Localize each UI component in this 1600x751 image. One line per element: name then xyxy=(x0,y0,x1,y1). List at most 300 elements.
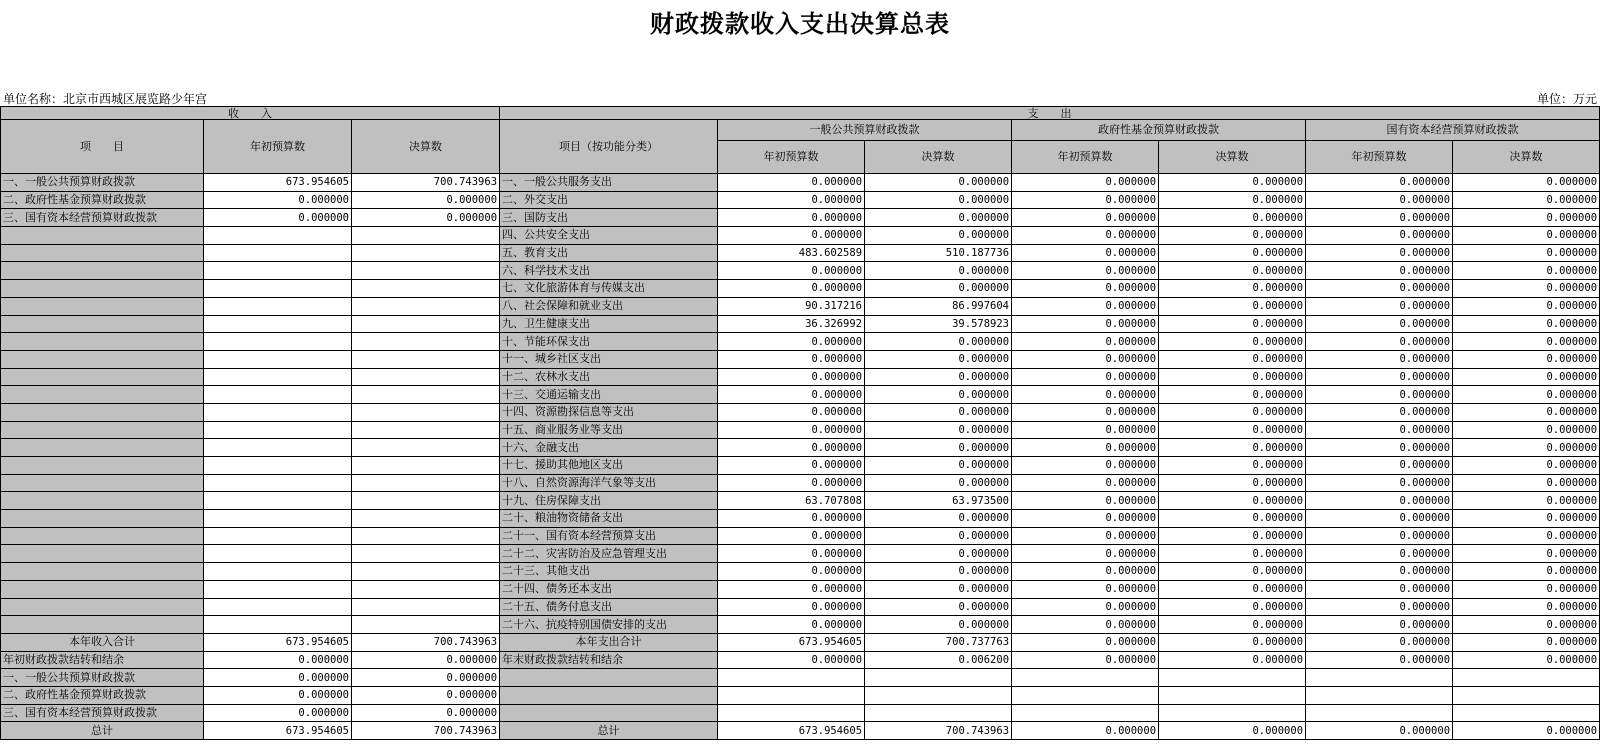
expense-value-cell: 0.000000 xyxy=(718,403,865,421)
expense-value-cell: 0.000000 xyxy=(1306,209,1453,227)
expense-item-cell: 三、国防支出 xyxy=(500,209,718,227)
totals-expense-label: 本年支出合计 xyxy=(500,633,718,651)
totals-expense-value: 0.000000 xyxy=(1159,633,1306,651)
income-final-cell xyxy=(352,510,500,528)
income-final-cell xyxy=(352,280,500,298)
empty-cell xyxy=(1159,686,1306,704)
expense-value-cell: 0.000000 xyxy=(1306,244,1453,262)
expense-value-cell: 0.000000 xyxy=(1159,386,1306,404)
income-item-cell: 三、国有资本经营预算财政拨款 xyxy=(1,209,204,227)
expense-value-cell: 0.000000 xyxy=(1012,580,1159,598)
expense-value-cell: 0.000000 xyxy=(1306,368,1453,386)
grand-income-final: 700.743963 xyxy=(352,722,500,740)
income-final-cell xyxy=(352,598,500,616)
expense-value-cell: 63.973500 xyxy=(865,492,1012,510)
grand-expense-label: 总计 xyxy=(500,722,718,740)
income-final-cell xyxy=(352,403,500,421)
expense-value-cell: 0.000000 xyxy=(1453,209,1600,227)
grand-income-label: 总计 xyxy=(1,722,204,740)
expense-value-cell: 0.000000 xyxy=(1012,439,1159,457)
empty-cell xyxy=(1012,669,1159,687)
income-item-cell xyxy=(1,527,204,545)
header-row-2 xyxy=(1,120,1600,141)
expense-value-cell: 0.000000 xyxy=(865,474,1012,492)
expense-value-cell: 0.000000 xyxy=(865,262,1012,280)
carry-sub-label: 一、一般公共预算财政拨款 xyxy=(1,669,204,687)
income-final-cell xyxy=(352,616,500,634)
income-budget-cell xyxy=(204,563,352,581)
expense-value-cell: 0.000000 xyxy=(865,403,1012,421)
expense-value-cell: 0.000000 xyxy=(1012,174,1159,192)
expense-value-cell: 0.000000 xyxy=(1453,563,1600,581)
table-row xyxy=(1,227,1600,245)
expense-value-cell: 0.000000 xyxy=(1159,439,1306,457)
expense-value-cell: 0.000000 xyxy=(718,616,865,634)
income-budget-cell xyxy=(204,333,352,351)
expense-value-cell: 0.000000 xyxy=(865,386,1012,404)
grand-expense-value: 700.743963 xyxy=(865,722,1012,740)
totals-expense-value: 673.954605 xyxy=(718,633,865,651)
expense-value-cell: 0.000000 xyxy=(1012,421,1159,439)
expense-value-cell: 0.000000 xyxy=(1306,580,1453,598)
income-item-cell xyxy=(1,244,204,262)
table-row xyxy=(1,368,1600,386)
expense-value-cell: 0.000000 xyxy=(1306,510,1453,528)
function-item-header: 项目（按功能分类） xyxy=(500,120,718,174)
empty-cell xyxy=(1159,669,1306,687)
carry-expense-value: 0.006200 xyxy=(865,651,1012,669)
expense-value-cell: 0.000000 xyxy=(865,333,1012,351)
expense-item-cell: 十六、金融支出 xyxy=(500,439,718,457)
expense-value-cell: 0.000000 xyxy=(1306,492,1453,510)
expense-value-cell: 0.000000 xyxy=(718,262,865,280)
carry-sub-label: 二、政府性基金预算财政拨款 xyxy=(1,686,204,704)
expense-value-cell: 63.707808 xyxy=(718,492,865,510)
table-row xyxy=(1,510,1600,528)
income-final-cell xyxy=(352,350,500,368)
expense-item-cell: 十八、自然资源海洋气象等支出 xyxy=(500,474,718,492)
expense-value-cell: 0.000000 xyxy=(1159,333,1306,351)
expense-value-cell: 0.000000 xyxy=(1159,315,1306,333)
header-row-1 xyxy=(1,107,1600,120)
totals-expense-value: 0.000000 xyxy=(1012,633,1159,651)
income-budget-cell xyxy=(204,244,352,262)
carry-expense-label: 年末财政拨款结转和结余 xyxy=(500,651,718,669)
table-row xyxy=(1,403,1600,421)
expense-value-cell: 0.000000 xyxy=(1012,474,1159,492)
income-item-cell xyxy=(1,616,204,634)
expense-value-cell: 0.000000 xyxy=(1453,386,1600,404)
expense-value-cell: 0.000000 xyxy=(1159,492,1306,510)
expense-value-cell: 0.000000 xyxy=(1453,280,1600,298)
income-budget-cell xyxy=(204,510,352,528)
expense-item-cell: 十九、住房保障支出 xyxy=(500,492,718,510)
table-row xyxy=(1,174,1600,192)
expense-value-cell: 0.000000 xyxy=(865,616,1012,634)
expense-value-cell: 0.000000 xyxy=(1012,280,1159,298)
income-item-cell xyxy=(1,368,204,386)
empty-cell xyxy=(865,686,1012,704)
expense-value-cell: 90.317216 xyxy=(718,297,865,315)
expense-value-cell: 0.000000 xyxy=(1159,598,1306,616)
expense-value-cell: 0.000000 xyxy=(1159,527,1306,545)
grand-total-row xyxy=(1,722,1600,740)
expense-value-cell: 0.000000 xyxy=(718,421,865,439)
income-item-cell xyxy=(1,333,204,351)
expense-value-cell: 0.000000 xyxy=(1159,403,1306,421)
expense-value-cell: 0.000000 xyxy=(1159,227,1306,245)
expense-value-cell: 0.000000 xyxy=(865,527,1012,545)
income-budget-cell: 673.954605 xyxy=(204,174,352,192)
expense-value-cell: 0.000000 xyxy=(1306,598,1453,616)
expense-value-cell: 0.000000 xyxy=(1306,280,1453,298)
totals-expense-value: 0.000000 xyxy=(1453,633,1600,651)
income-final-cell xyxy=(352,474,500,492)
expense-value-cell: 0.000000 xyxy=(1453,510,1600,528)
unit-currency-label: 单位：万元 xyxy=(1536,92,1597,106)
carry-sub-budget: 0.000000 xyxy=(204,704,352,722)
income-final-cell xyxy=(352,492,500,510)
income-budget-cell xyxy=(204,403,352,421)
state-capital-final-header: 决算数 xyxy=(1453,141,1600,174)
expense-value-cell: 0.000000 xyxy=(718,439,865,457)
grand-expense-value: 0.000000 xyxy=(1306,722,1453,740)
carry-expense-value: 0.000000 xyxy=(1159,651,1306,669)
expense-value-cell: 0.000000 xyxy=(1453,474,1600,492)
expense-item-cell: 二十三、其他支出 xyxy=(500,563,718,581)
expense-value-cell: 0.000000 xyxy=(1159,262,1306,280)
expense-item-cell: 十一、城乡社区支出 xyxy=(500,350,718,368)
expense-value-cell: 0.000000 xyxy=(1306,527,1453,545)
income-budget-cell xyxy=(204,297,352,315)
expense-value-cell: 0.000000 xyxy=(1012,386,1159,404)
expense-value-cell: 0.000000 xyxy=(865,227,1012,245)
expense-value-cell: 0.000000 xyxy=(865,510,1012,528)
expense-value-cell: 0.000000 xyxy=(718,527,865,545)
expense-value-cell: 0.000000 xyxy=(865,280,1012,298)
expense-value-cell: 0.000000 xyxy=(1306,474,1453,492)
income-final-cell: 0.000000 xyxy=(352,209,500,227)
empty-cell xyxy=(865,669,1012,687)
empty-cell xyxy=(500,704,718,722)
expense-item-cell: 二十四、债务还本支出 xyxy=(500,580,718,598)
expense-value-cell: 0.000000 xyxy=(1453,227,1600,245)
expense-value-cell: 0.000000 xyxy=(1453,191,1600,209)
table-row xyxy=(1,262,1600,280)
empty-cell xyxy=(1012,704,1159,722)
expense-item-cell: 八、社会保障和就业支出 xyxy=(500,297,718,315)
carry-income-budget: 0.000000 xyxy=(204,651,352,669)
expense-value-cell: 0.000000 xyxy=(718,580,865,598)
income-final-cell xyxy=(352,297,500,315)
carry-income-label: 年初财政拨款结转和结余 xyxy=(1,651,204,669)
expense-value-cell: 0.000000 xyxy=(1012,492,1159,510)
totals-expense-value: 0.000000 xyxy=(1306,633,1453,651)
carry-expense-value: 0.000000 xyxy=(1012,651,1159,669)
expense-value-cell: 0.000000 xyxy=(1012,457,1159,475)
empty-cell xyxy=(718,704,865,722)
income-budget-cell xyxy=(204,580,352,598)
income-item-header: 项 目 xyxy=(1,120,204,174)
expense-item-cell: 二十二、灾害防治及应急管理支出 xyxy=(500,545,718,563)
table-row xyxy=(1,244,1600,262)
income-item-cell xyxy=(1,545,204,563)
expense-value-cell: 0.000000 xyxy=(1453,297,1600,315)
expense-value-cell: 0.000000 xyxy=(1306,545,1453,563)
expense-value-cell: 0.000000 xyxy=(1159,174,1306,192)
expense-value-cell: 0.000000 xyxy=(1453,244,1600,262)
totals-income-final: 700.743963 xyxy=(352,633,500,651)
carry-row xyxy=(1,651,1600,669)
income-final-cell xyxy=(352,563,500,581)
expense-value-cell: 0.000000 xyxy=(1453,315,1600,333)
general-budget-budget-header: 年初预算数 xyxy=(718,141,865,174)
table-row xyxy=(1,315,1600,333)
totals-income-label: 本年收入合计 xyxy=(1,633,204,651)
carry-expense-value: 0.000000 xyxy=(718,651,865,669)
expense-value-cell: 0.000000 xyxy=(1453,616,1600,634)
income-final-header: 决算数 xyxy=(352,120,500,174)
expense-item-cell: 十二、农林水支出 xyxy=(500,368,718,386)
table-row xyxy=(1,350,1600,368)
expense-value-cell: 0.000000 xyxy=(1306,386,1453,404)
income-item-cell xyxy=(1,350,204,368)
expense-value-cell: 0.000000 xyxy=(1012,227,1159,245)
expense-value-cell: 0.000000 xyxy=(1159,209,1306,227)
expense-value-cell: 0.000000 xyxy=(1453,403,1600,421)
expense-value-cell: 0.000000 xyxy=(865,563,1012,581)
expense-value-cell: 0.000000 xyxy=(718,227,865,245)
expense-value-cell: 0.000000 xyxy=(1012,315,1159,333)
income-budget-cell xyxy=(204,439,352,457)
empty-cell xyxy=(865,704,1012,722)
expense-item-cell: 十、节能环保支出 xyxy=(500,333,718,351)
expense-value-cell: 0.000000 xyxy=(865,174,1012,192)
expense-value-cell: 0.000000 xyxy=(1012,209,1159,227)
table-row xyxy=(1,386,1600,404)
income-item-cell xyxy=(1,315,204,333)
empty-cell xyxy=(500,669,718,687)
income-final-cell xyxy=(352,386,500,404)
expense-value-cell: 0.000000 xyxy=(1159,350,1306,368)
income-budget-cell xyxy=(204,262,352,280)
expense-value-cell: 0.000000 xyxy=(1306,191,1453,209)
expense-value-cell: 0.000000 xyxy=(718,545,865,563)
expense-value-cell: 0.000000 xyxy=(718,386,865,404)
table-row xyxy=(1,492,1600,510)
table-row xyxy=(1,280,1600,298)
expense-value-cell: 0.000000 xyxy=(865,598,1012,616)
income-item-cell xyxy=(1,563,204,581)
table-row xyxy=(1,297,1600,315)
expense-value-cell: 0.000000 xyxy=(865,191,1012,209)
expense-value-cell: 0.000000 xyxy=(1306,421,1453,439)
income-item-cell: 一、一般公共预算财政拨款 xyxy=(1,174,204,192)
empty-cell xyxy=(1012,686,1159,704)
income-item-cell xyxy=(1,262,204,280)
expense-value-cell: 0.000000 xyxy=(1306,174,1453,192)
expense-value-cell: 0.000000 xyxy=(1012,368,1159,386)
expense-value-cell: 0.000000 xyxy=(865,439,1012,457)
expense-value-cell: 0.000000 xyxy=(1306,457,1453,475)
empty-cell xyxy=(1453,686,1600,704)
gov-fund-final-header: 决算数 xyxy=(1159,141,1306,174)
expense-value-cell: 0.000000 xyxy=(718,598,865,616)
expense-value-cell: 0.000000 xyxy=(1159,280,1306,298)
income-final-cell: 0.000000 xyxy=(352,191,500,209)
income-final-cell: 700.743963 xyxy=(352,174,500,192)
expense-value-cell: 86.997604 xyxy=(865,297,1012,315)
income-final-cell xyxy=(352,244,500,262)
expense-value-cell: 0.000000 xyxy=(1306,227,1453,245)
income-budget-cell xyxy=(204,598,352,616)
expense-value-cell: 0.000000 xyxy=(1159,421,1306,439)
expense-value-cell: 0.000000 xyxy=(718,350,865,368)
expense-value-cell: 0.000000 xyxy=(1453,545,1600,563)
expense-value-cell: 0.000000 xyxy=(1159,580,1306,598)
expense-item-cell: 二十五、债务付息支出 xyxy=(500,598,718,616)
grand-income-budget: 673.954605 xyxy=(204,722,352,740)
expense-value-cell: 0.000000 xyxy=(1453,368,1600,386)
income-budget-cell: 0.000000 xyxy=(204,191,352,209)
income-item-cell xyxy=(1,227,204,245)
expense-value-cell: 0.000000 xyxy=(1159,474,1306,492)
income-item-cell xyxy=(1,280,204,298)
expense-item-cell: 二十、粮油物资储备支出 xyxy=(500,510,718,528)
income-item-cell xyxy=(1,492,204,510)
expense-item-cell: 二十一、国有资本经营预算支出 xyxy=(500,527,718,545)
empty-cell xyxy=(1306,704,1453,722)
income-final-cell xyxy=(352,527,500,545)
expense-value-cell: 0.000000 xyxy=(865,457,1012,475)
income-final-cell xyxy=(352,333,500,351)
income-final-cell xyxy=(352,545,500,563)
expense-value-cell: 0.000000 xyxy=(1159,510,1306,528)
expense-value-cell: 0.000000 xyxy=(865,580,1012,598)
expense-value-cell: 0.000000 xyxy=(1012,262,1159,280)
expense-value-cell: 0.000000 xyxy=(1159,616,1306,634)
carry-sub-row xyxy=(1,686,1600,704)
expense-item-cell: 二十六、抗疫特别国债安排的支出 xyxy=(500,616,718,634)
expense-value-cell: 0.000000 xyxy=(1012,527,1159,545)
income-final-cell xyxy=(352,421,500,439)
grand-expense-value: 0.000000 xyxy=(1453,722,1600,740)
table-row xyxy=(1,563,1600,581)
expense-value-cell: 0.000000 xyxy=(1453,580,1600,598)
expense-value-cell: 0.000000 xyxy=(718,510,865,528)
table-row xyxy=(1,333,1600,351)
carry-sub-final: 0.000000 xyxy=(352,686,500,704)
grand-expense-value: 0.000000 xyxy=(1012,722,1159,740)
expense-value-cell: 0.000000 xyxy=(1453,333,1600,351)
expense-value-cell: 0.000000 xyxy=(1012,403,1159,421)
income-final-cell xyxy=(352,227,500,245)
table-row xyxy=(1,598,1600,616)
income-header: 收 入 xyxy=(1,107,500,120)
carry-sub-label: 三、国有资本经营预算财政拨款 xyxy=(1,704,204,722)
general-budget-final-header: 决算数 xyxy=(865,141,1012,174)
grand-expense-value: 673.954605 xyxy=(718,722,865,740)
expense-item-cell: 十四、资源勘探信息等支出 xyxy=(500,403,718,421)
expense-value-cell: 0.000000 xyxy=(718,368,865,386)
budget-summary-table xyxy=(0,106,1600,740)
expense-value-cell: 483.602589 xyxy=(718,244,865,262)
table-row xyxy=(1,474,1600,492)
general-budget-header: 一般公共预算财政拨款 xyxy=(718,120,1012,141)
expense-value-cell: 0.000000 xyxy=(1453,439,1600,457)
expense-item-cell: 九、卫生健康支出 xyxy=(500,315,718,333)
expense-value-cell: 0.000000 xyxy=(1453,262,1600,280)
income-item-cell xyxy=(1,421,204,439)
expense-value-cell: 0.000000 xyxy=(1159,563,1306,581)
income-item-cell xyxy=(1,474,204,492)
expense-value-cell: 0.000000 xyxy=(718,280,865,298)
expense-value-cell: 0.000000 xyxy=(1012,616,1159,634)
income-item-cell xyxy=(1,297,204,315)
income-budget-cell xyxy=(204,227,352,245)
expense-value-cell: 0.000000 xyxy=(1012,545,1159,563)
report-title: 财政拨款收入支出决算总表 xyxy=(650,10,950,38)
income-budget-cell xyxy=(204,421,352,439)
expense-value-cell: 0.000000 xyxy=(718,563,865,581)
expense-value-cell: 0.000000 xyxy=(1159,457,1306,475)
table-row xyxy=(1,580,1600,598)
income-item-cell xyxy=(1,457,204,475)
carry-income-final: 0.000000 xyxy=(352,651,500,669)
expense-value-cell: 0.000000 xyxy=(1306,297,1453,315)
empty-cell xyxy=(1453,704,1600,722)
expense-value-cell: 0.000000 xyxy=(1453,527,1600,545)
expense-value-cell: 0.000000 xyxy=(1306,350,1453,368)
carry-sub-row xyxy=(1,704,1600,722)
table-row xyxy=(1,421,1600,439)
carry-sub-row xyxy=(1,669,1600,687)
expense-value-cell: 0.000000 xyxy=(1159,368,1306,386)
table-row xyxy=(1,616,1600,634)
expense-value-cell: 0.000000 xyxy=(1453,174,1600,192)
expense-value-cell: 0.000000 xyxy=(1159,297,1306,315)
expense-item-cell: 十三、交通运输支出 xyxy=(500,386,718,404)
expense-item-cell: 五、教育支出 xyxy=(500,244,718,262)
totals-income-budget: 673.954605 xyxy=(204,633,352,651)
expense-value-cell: 0.000000 xyxy=(1453,492,1600,510)
expense-value-cell: 0.000000 xyxy=(1306,616,1453,634)
expense-value-cell: 0.000000 xyxy=(865,209,1012,227)
expense-value-cell: 0.000000 xyxy=(1012,191,1159,209)
table-row xyxy=(1,457,1600,475)
expense-value-cell: 0.000000 xyxy=(1012,297,1159,315)
expense-value-cell: 0.000000 xyxy=(865,350,1012,368)
expense-value-cell: 0.000000 xyxy=(718,191,865,209)
income-final-cell xyxy=(352,439,500,457)
totals-expense-value: 700.737763 xyxy=(865,633,1012,651)
income-final-cell xyxy=(352,457,500,475)
expense-value-cell: 0.000000 xyxy=(1012,598,1159,616)
table-row xyxy=(1,527,1600,545)
expense-value-cell: 0.000000 xyxy=(865,421,1012,439)
expense-value-cell: 0.000000 xyxy=(1012,510,1159,528)
expense-value-cell: 0.000000 xyxy=(1453,421,1600,439)
income-budget-cell xyxy=(204,474,352,492)
carry-sub-budget: 0.000000 xyxy=(204,669,352,687)
expense-value-cell: 0.000000 xyxy=(1012,244,1159,262)
expense-value-cell: 36.326992 xyxy=(718,315,865,333)
state-capital-budget-header: 年初预算数 xyxy=(1306,141,1453,174)
carry-expense-value: 0.000000 xyxy=(1306,651,1453,669)
carry-expense-value: 0.000000 xyxy=(1453,651,1600,669)
income-item-cell: 二、政府性基金预算财政拨款 xyxy=(1,191,204,209)
expense-item-cell: 一、一般公共服务支出 xyxy=(500,174,718,192)
